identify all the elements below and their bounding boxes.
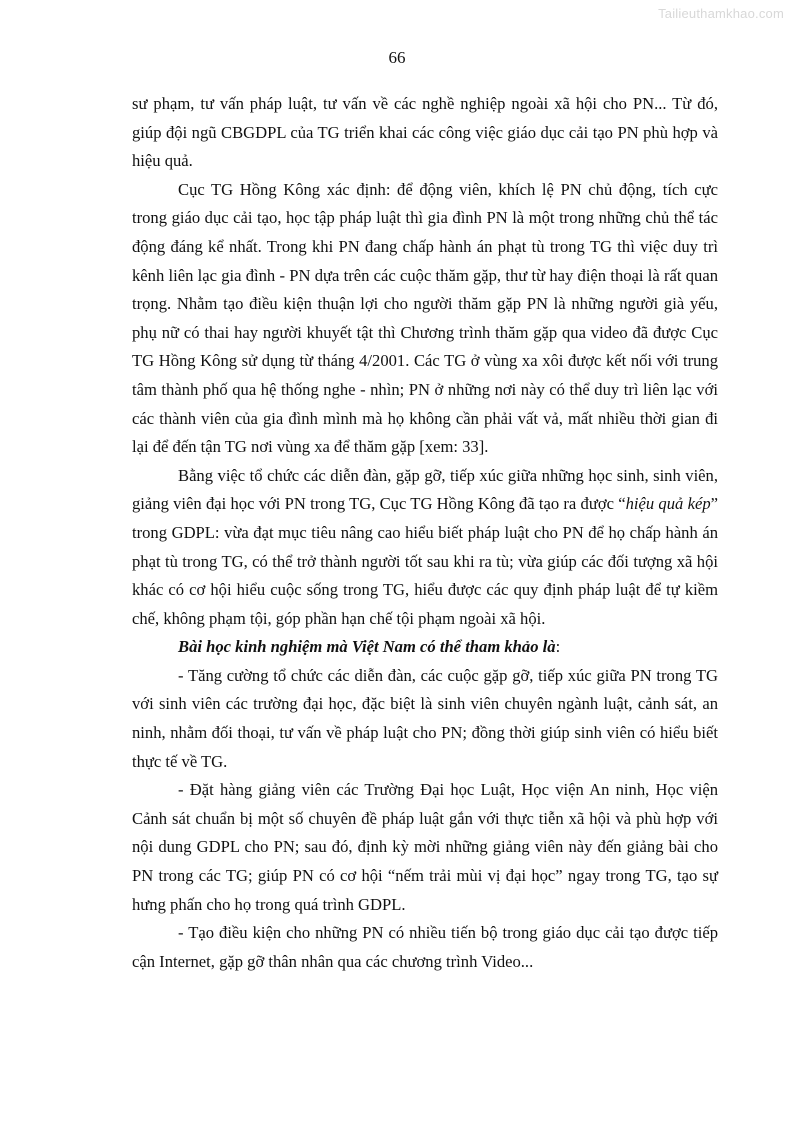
paragraph-continued: sư phạm, tư vấn pháp luật, tư vấn về các nghề nghiệp ngoài xã hội cho PN... Từ đó, giúp đội ngũ CBGDPL của TG triển khai các công việc giáo dục cải tạo PN phù hợp và hiệu quả. <box>132 94 718 171</box>
lesson-item: - Đặt hàng giảng viên các Trường Đại học Luật, Học viện An ninh, Học viện Cảnh sát chuẩn bị một số chuyên đề pháp luật gắn với thực tiễn xã hội và phù hợp với nội dung GDPL cho PN; sau đó, định kỳ mời những giảng viên này đến giảng bài cho PN trong các TG; giúp PN có cơ hội “nếm trải mùi vị đại học” ngay trong TG, tạo sự hưng phấn cho họ trong quá trình GDPL. <box>132 780 718 914</box>
document-body <box>132 90 718 976</box>
paragraph-forums <box>132 462 718 634</box>
paragraph-hong-kong-family: Cục TG Hồng Kông xác định: để động viên, khích lệ PN chủ động, tích cực trong giáo dục cải tạo, học tập pháp luật thì gia đình PN là một trong những chủ thể tác động đáng kể nhất. Trong khi PN đang chấp hành án phạt tù trong TG thì việc duy trì kênh liên lạc gia đình - PN dựa trên các cuộc thăm gặp, thư từ hay điện thoại là rất quan trọng. Nhằm tạo điều kiện thuận lợi cho người thăm gặp PN là những người già yếu, phụ nữ có thai hay người khuyết tật thì Chương trình thăm gặp qua video đã được Cục TG Hồng Kông sử dụng từ tháng 4/2001. Các TG ở vùng xa xôi được kết nối với trung tâm thành phố qua hệ thống nghe - nhìn; PN ở những nơi này có thể duy trì liên lạc với các thành viên của gia đình mình mà họ không cần phải vất vả, mất nhiều thời gian đi lại để đến tận TG nơi vùng xa để thăm gặp [xem: 33]. <box>132 179 718 457</box>
lesson-item: - Tạo điều kiện cho những PN có nhiều tiến bộ trong giáo dục cải tạo được tiếp cận Internet, gặp gỡ thân nhân qua các chương trình Video... <box>132 923 718 971</box>
paragraph-forums-emphasis: hiệu quả kép <box>625 494 711 514</box>
page-number: 66 <box>388 48 406 67</box>
lesson-heading-colon: : <box>555 637 561 657</box>
lesson-heading-text: Bài học kinh nghiệm mà Việt Nam có thể tham khảo là <box>178 637 556 657</box>
paragraph-forums-text-2: ” trong GDPL: vừa đạt mục tiêu nâng cao hiểu biết pháp luật cho PN để họ chấp hành án phạt tù trong TG, có thể trở thành người tốt sau khi ra tù; vừa giúp các đối tượng xã hội khác có cơ hội hiểu cuộc sống trong TG, hiểu được các quy định pháp luật để tự kiềm chế, không phạm tội, góp phần hạn chế tội phạm ngoài xã hội. <box>132 494 718 628</box>
watermark-text: Tailieuthamkhao.com <box>658 6 784 21</box>
paragraph-forums-text-1: Bằng việc tổ chức các diễn đàn, gặp gỡ, tiếp xúc giữa những học sinh, sinh viên, giảng viên đại học với PN trong TG, Cục TG Hồng Kông đã tạo ra được “ <box>132 465 718 514</box>
lesson-item: - Tăng cường tổ chức các diễn đàn, các cuộc gặp gỡ, tiếp xúc giữa PN trong TG với sinh viên các trường đại học, đặc biệt là sinh viên chuyên ngành luật, cảnh sát, an ninh, nhằm đối thoại, tư vấn về pháp luật cho PN; đồng thời giúp sinh viên có hiểu biết thực tế về TG. <box>132 665 718 771</box>
lesson-heading <box>132 633 718 662</box>
